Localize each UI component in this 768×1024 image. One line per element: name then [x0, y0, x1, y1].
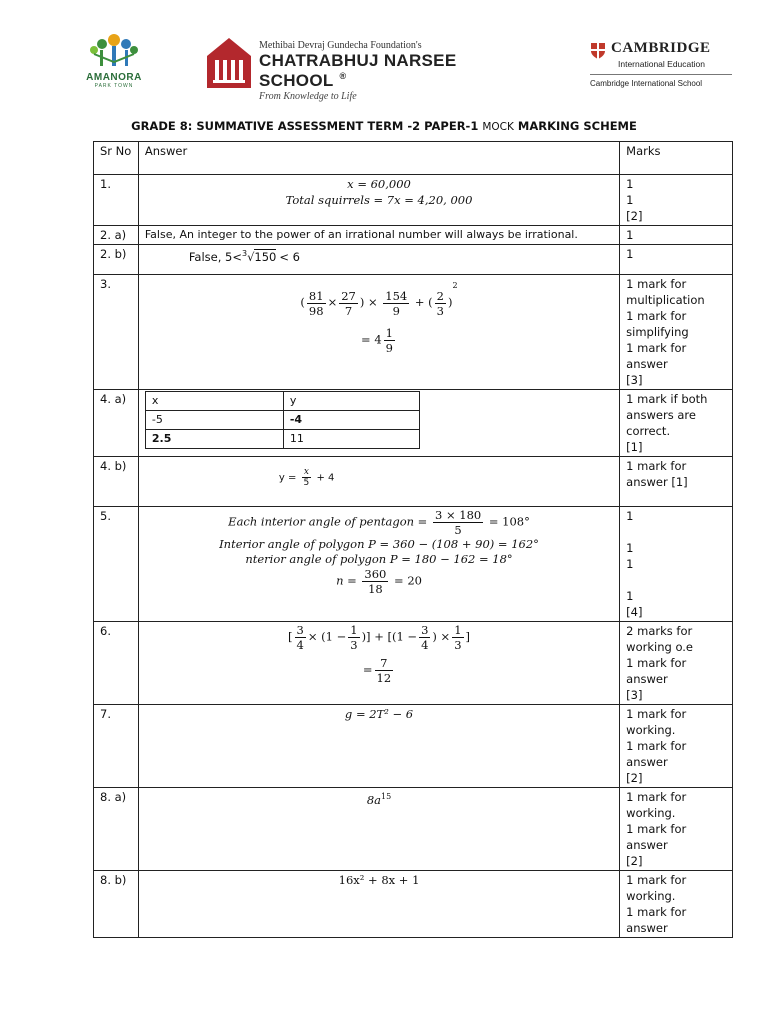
exponent: 15	[381, 792, 392, 801]
sr-cell: 2. a)	[94, 226, 139, 245]
amanora-subtitle: PARK TOWN	[94, 83, 134, 89]
numerator: 27	[341, 288, 356, 303]
title-part2: MARKING SCHEME	[513, 119, 637, 133]
fraction	[435, 289, 446, 318]
root-index: 3	[242, 249, 248, 258]
marks-line: 1 mark for	[626, 873, 687, 887]
marks-cell	[620, 457, 733, 507]
equation-lhs: y =	[278, 472, 297, 484]
expression-line: ( $\frac{81}{98}$ × $\frac{27}{7}$ ) × $\frac{154}{9}$ + ( $\frac{2}{3}$ )$^2$	[300, 281, 458, 318]
sr-cell: 7.	[94, 705, 139, 788]
table-row	[94, 226, 733, 245]
table-row	[94, 275, 733, 390]
expression-line: [ $\frac{3}{4}$ × (1 − $\frac{1}{3}$ )] + [(1 − $\frac{3}{4}$ ) × $\frac{1}{3}$ ]	[288, 623, 471, 652]
fraction	[307, 289, 326, 318]
answer-line: x = 60,000	[347, 177, 411, 191]
answer-text: Each interior angle of pentagon =	[228, 514, 428, 529]
root-sign: √	[247, 249, 255, 264]
marks-line: 1 mark for	[626, 822, 687, 836]
fraction	[295, 623, 306, 652]
registered-mark: ®	[339, 71, 347, 81]
marks-line: 1 mark for	[626, 656, 687, 670]
school-building-icon	[205, 36, 253, 90]
marks-cell	[620, 705, 733, 788]
answer-cell	[138, 507, 619, 622]
answer-text: < 6	[279, 249, 300, 264]
numerator: 360	[364, 567, 387, 581]
numerator: 3	[421, 623, 429, 637]
cns-name-text: CHATRABHUJ NARSEE SCHOOL	[259, 51, 457, 90]
numerator: 2	[436, 288, 444, 303]
marks-line: 1	[626, 177, 634, 191]
fraction	[452, 623, 463, 652]
marks-cell	[620, 390, 733, 457]
answer-line: Total squirrels = 7x = 4,20, 000	[285, 193, 473, 207]
denominator: 7	[344, 303, 353, 318]
sr-cell: 5.	[94, 507, 139, 622]
marks-line: multiplication	[626, 293, 705, 307]
numerator: 1	[454, 623, 462, 637]
marks-line: 1	[626, 509, 634, 523]
marks-line	[626, 524, 726, 540]
cambridge-divider	[590, 74, 732, 75]
marks-line: answer	[626, 838, 668, 852]
marks-line: 1 mark for	[626, 309, 687, 323]
root-radicand: 150	[254, 249, 277, 264]
marks-line: [2]	[626, 209, 643, 223]
numerator: 7	[375, 656, 394, 671]
sr-cell: 3.	[94, 275, 139, 390]
sr-cell: 8. b)	[94, 871, 139, 938]
marks-cell	[620, 788, 733, 871]
fraction	[362, 567, 388, 596]
amanora-name: AMANORA	[86, 72, 142, 83]
denominator: 3	[350, 638, 358, 652]
header-sr-no: Sr No	[94, 142, 139, 175]
cambridge-shield-icon	[590, 42, 606, 60]
table-row	[94, 507, 733, 622]
answer-cell	[138, 175, 619, 226]
numerator: 81	[308, 288, 324, 303]
sr-cell: 4. a)	[94, 390, 139, 457]
answer-line: Interior angle of polygon P = 360 − (108 + 90) = 162°	[219, 537, 539, 551]
table-row	[94, 245, 733, 275]
denominator: 4	[296, 638, 304, 652]
marks-line: 1 mark for	[626, 707, 687, 721]
result-lhs: =	[362, 662, 373, 677]
cns-name	[259, 51, 525, 91]
denominator: 9	[385, 340, 393, 355]
denominator: 9	[392, 303, 400, 318]
marks-line: answers are	[626, 408, 696, 422]
marks-line: working.	[626, 806, 676, 820]
marks-cell	[620, 871, 733, 938]
marks-line: answer	[626, 921, 668, 935]
xy-row	[145, 430, 419, 449]
sr-cell: 8. a)	[94, 788, 139, 871]
fraction	[433, 508, 483, 537]
denominator: 5	[303, 478, 310, 488]
result-line	[145, 326, 613, 355]
marks-line: answer [1]	[626, 475, 688, 489]
answer-text: n =	[336, 573, 357, 588]
fraction	[419, 623, 430, 652]
fraction	[348, 623, 359, 652]
xy-cell: -5	[145, 411, 283, 430]
marks-line: answer	[626, 672, 668, 686]
marks-line: 1	[626, 541, 634, 555]
table-row	[94, 622, 733, 705]
denominator: 12	[376, 671, 392, 685]
numerator: x	[302, 467, 312, 478]
marks-line: [3]	[626, 688, 643, 702]
numerator: 1	[350, 623, 358, 637]
marks-cell	[620, 275, 733, 390]
cns-tagline: From Knowledge to Life	[259, 91, 357, 102]
marks-line: [3]	[626, 373, 643, 387]
marks-line: answer	[626, 755, 668, 769]
xy-row	[145, 411, 419, 430]
answer-cell	[138, 390, 619, 457]
fraction	[302, 467, 312, 488]
xy-header-row	[145, 392, 419, 411]
answer-cell: 16x² + 8x + 1	[138, 871, 619, 938]
cns-foundation: Methibai Devraj Gundecha Foundation's	[259, 40, 422, 51]
marks-cell	[620, 622, 733, 705]
numerator: 154	[385, 288, 408, 303]
table-row	[94, 705, 733, 788]
marking-scheme-table	[93, 141, 733, 938]
tree-people-icon	[84, 32, 144, 68]
marks-line: 1	[626, 589, 634, 603]
answer-cell	[138, 788, 619, 871]
xy-table	[145, 391, 420, 449]
equation-rhs: + 4	[316, 472, 335, 484]
answer-line: nterior angle of polygon P = 180 − 162 = 18°	[245, 552, 513, 566]
marks-line: simplifying	[626, 325, 689, 339]
table-row	[94, 871, 733, 938]
marks-line: answer	[626, 357, 668, 371]
marks-line: [4]	[626, 605, 643, 619]
answer-text: 8a	[366, 792, 382, 807]
denominator: 18	[368, 582, 383, 596]
xy-header-x: x	[145, 392, 283, 411]
sr-cell: 4. b)	[94, 457, 139, 507]
xy-cell: 2.5	[145, 430, 283, 449]
marks-line: 1 mark if both	[626, 392, 708, 406]
marks-line: 1 mark for	[626, 459, 687, 473]
marks-cell	[620, 175, 733, 226]
marks-cell: 1	[620, 226, 733, 245]
xy-header-y: y	[283, 392, 419, 411]
fraction	[383, 289, 409, 318]
xy-cell: 11	[283, 430, 419, 449]
answer-cell	[138, 245, 619, 275]
marks-line: 1 mark for	[626, 790, 687, 804]
marks-line: 1 mark for	[626, 341, 687, 355]
table-header-row	[94, 142, 733, 175]
marks-line: correct.	[626, 424, 671, 438]
marks-line: [2]	[626, 771, 643, 785]
denominator: 5	[454, 523, 462, 537]
title-mock: MOCK	[482, 121, 514, 133]
fraction	[384, 326, 395, 355]
answer-cell	[138, 457, 619, 507]
header-marks: Marks	[620, 142, 733, 175]
exponent: 2	[452, 281, 458, 290]
marks-line: working.	[626, 889, 676, 903]
marks-line: working.	[626, 723, 676, 737]
marks-line: 1	[626, 193, 634, 207]
answer-cell	[138, 275, 619, 390]
answer-cell: False, An integer to the power of an irrational number will always be irrational.	[138, 226, 619, 245]
sr-cell: 6.	[94, 622, 139, 705]
amanora-logo	[78, 32, 150, 89]
denominator: 98	[308, 303, 324, 318]
cambridge-name: CAMBRIDGE	[611, 40, 711, 56]
xy-cell: -4	[283, 411, 419, 430]
marks-line: 1 mark for	[626, 277, 687, 291]
marks-line: working o.e	[626, 640, 694, 654]
table-row	[94, 390, 733, 457]
marks-line: 1 mark for	[626, 905, 687, 919]
cambridge-subtitle: International Education	[618, 59, 705, 69]
marks-cell	[620, 507, 733, 622]
marks-line: [1]	[626, 440, 643, 454]
answer-text: = 20	[394, 573, 422, 588]
marks-line	[626, 572, 726, 588]
answer-line	[145, 567, 613, 596]
result-lhs: = 4	[361, 332, 382, 346]
table-row	[94, 175, 733, 226]
denominator: 3	[454, 638, 462, 652]
denominator: 4	[421, 638, 429, 652]
numerator: 1	[385, 325, 393, 340]
cns-logo	[205, 34, 525, 102]
page-title	[0, 119, 768, 133]
denominator: 3	[436, 303, 444, 318]
marks-line: 2 marks for	[626, 624, 693, 638]
sr-cell: 1.	[94, 175, 139, 226]
table-row	[94, 788, 733, 871]
fraction	[375, 656, 394, 685]
answer-text: False, 5<	[188, 249, 242, 264]
marks-line: [2]	[626, 854, 643, 868]
numerator: 3	[296, 623, 304, 637]
answer-text: = 108°	[488, 514, 530, 529]
fraction	[339, 289, 358, 318]
marks-line: 1	[626, 557, 634, 571]
answer-cell: g = 2T² − 6	[138, 705, 619, 788]
cambridge-school: Cambridge International School	[590, 79, 703, 88]
answer-cell	[138, 622, 619, 705]
title-part1: GRADE 8: SUMMATIVE ASSESSMENT TERM -2 PAPER-1	[131, 119, 483, 133]
table-row	[94, 457, 733, 507]
header-answer: Answer	[138, 142, 619, 175]
marks-cell: 1	[620, 245, 733, 275]
header-logos	[0, 30, 768, 100]
result-line	[145, 656, 613, 685]
sr-cell: 2. b)	[94, 245, 139, 275]
answer-line	[145, 508, 613, 537]
marks-line: 1 mark for	[626, 739, 687, 753]
numerator: 3 × 180	[434, 508, 482, 522]
